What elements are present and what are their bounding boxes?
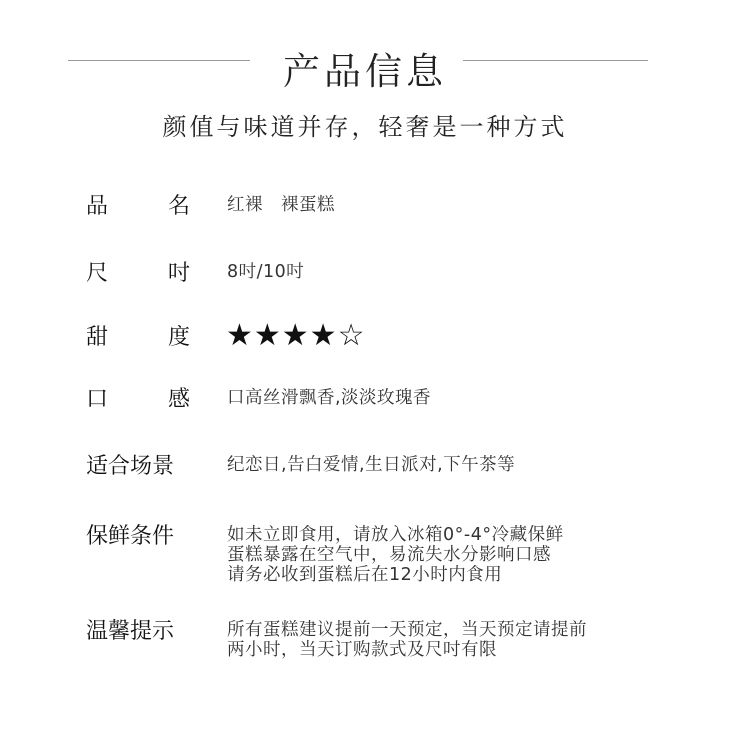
row-label [86, 193, 190, 221]
row-label [86, 386, 190, 414]
value-line: 所有蛋糕建议提前一天预定，当天预定请提前 [227, 620, 587, 640]
value-line: 请务必收到蛋糕后在12小时内食用 [227, 565, 503, 585]
row-value: 红裸 裸蛋糕 [227, 195, 335, 215]
row-label: 温馨提示 [86, 619, 175, 644]
label-char: 尺 [86, 261, 109, 286]
filled-stars-icon: ★★★★ [226, 318, 338, 353]
row-label [86, 324, 190, 352]
divider-right [463, 60, 648, 61]
label-char: 品 [86, 194, 109, 219]
label-char: 度 [167, 325, 190, 350]
label-char: 名 [167, 194, 190, 219]
value-line: 如未立即食用，请放入冰箱0°-4°冷藏保鲜 [227, 525, 564, 545]
page-title: 产品信息 [283, 50, 447, 93]
row-value [227, 620, 677, 660]
value-line: 两小时，当天订购款式及尺吋有限 [227, 640, 497, 660]
label-char: 感 [167, 387, 190, 412]
empty-star-icon: ☆ [337, 318, 366, 353]
label-char: 吋 [167, 261, 190, 286]
star-rating [226, 318, 365, 353]
row-value: 8吋/10吋 [227, 262, 305, 282]
row-value: 口高丝滑飘香,淡淡玫瑰香 [227, 388, 432, 408]
page-subtitle: 颜值与味道并存，轻奢是一种方式 [162, 113, 568, 141]
row-value [227, 525, 677, 585]
label-char: 甜 [86, 325, 109, 350]
row-value: 纪恋日,告白爱情,生日派对,下午茶等 [227, 455, 516, 475]
row-label: 适合场景 [86, 454, 175, 479]
row-label [86, 260, 190, 288]
value-line: 蛋糕暴露在空气中，易流失水分影响口感 [227, 545, 551, 565]
row-label: 保鲜条件 [86, 524, 175, 549]
label-char: 口 [86, 387, 109, 412]
